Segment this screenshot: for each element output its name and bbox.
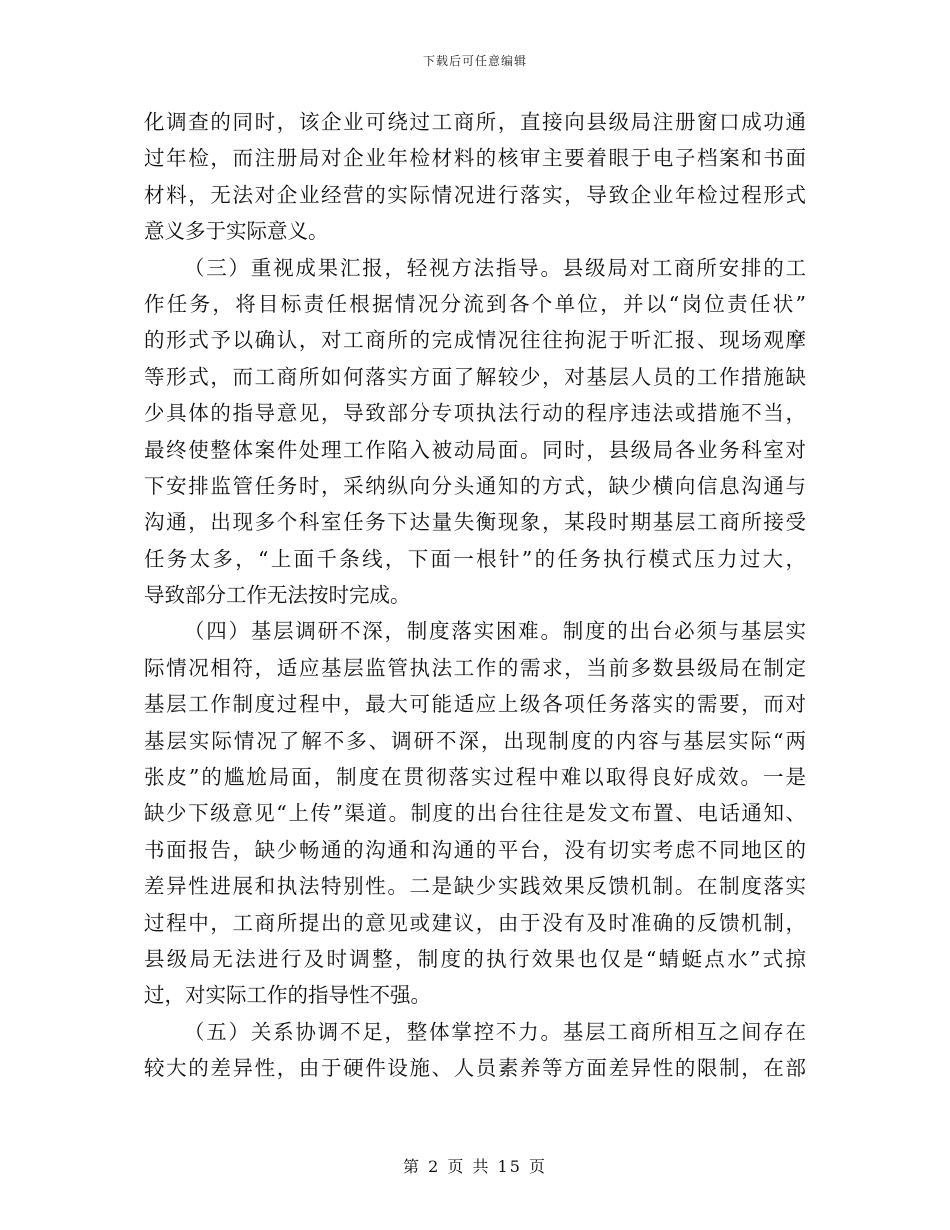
paragraph-line: （五）关系协调不足，整体掌控不力。基层工商所相互之间存在 <box>184 1019 806 1044</box>
document-body <box>144 104 806 1087</box>
paragraph-line: 意义多于实际意义。 <box>144 219 329 244</box>
paragraph-line: 县级局无法进行及时调整，制度的执行效果也仅是“蜻蜓点水”式掠 <box>144 946 806 971</box>
paragraph-line: 最终使整体案件处理工作陷入被动局面。同时，县级局各业务科室对 <box>144 437 806 462</box>
paragraph-line: 作任务，将目标责任根据情况分流到各个单位，并以“岗位责任状” <box>144 291 806 316</box>
paragraph-line: 缺少下级意见“上传”渠道。制度的出台往往是发文布置、电话通知、 <box>144 801 806 826</box>
paragraph-line: （三）重视成果汇报，轻视方法指导。县级局对工商所安排的工 <box>184 255 806 280</box>
paragraph-line: 导致部分工作无法按时完成。 <box>144 583 411 608</box>
paragraph-line: 过年检，而注册局对企业年检材料的核审主要着眼于电子档案和书面 <box>144 146 806 171</box>
paragraph-line: 过，对实际工作的指导性不强。 <box>144 983 431 1008</box>
paragraph-line: 材料，无法对企业经营的实际情况进行落实，导致企业年检过程形式 <box>144 182 806 207</box>
paragraph-line: 较大的差异性，由于硬件设施、人员素养等方面差异性的限制，在部 <box>144 1056 806 1081</box>
paragraph-line: （四）基层调研不深，制度落实困难。制度的出台必须与基层实 <box>184 619 806 644</box>
page-footer: 第 2 页 共 15 页 <box>403 1157 547 1176</box>
paragraph-line: 任务太多，“上面千条线，下面一根针”的任务执行模式压力过大， <box>144 546 806 571</box>
paragraph-line: 过程中，工商所提出的意见或建议，由于没有及时准确的反馈机制， <box>144 910 806 935</box>
page-header: 下载后可任意编辑 <box>422 54 527 68</box>
paragraph-line: 沟通，出现多个科室任务下达量失衡现象，某段时期基层工商所接受 <box>144 510 806 535</box>
paragraph-line: 张皮”的尴尬局面，制度在贯彻落实过程中难以取得良好成效。一是 <box>144 765 806 790</box>
paragraph-line: 等形式，而工商所如何落实方面了解较少，对基层人员的工作措施缺 <box>144 364 806 389</box>
paragraph-line: 下安排监管任务时，采纳纵向分头通知的方式，缺少横向信息沟通与 <box>144 473 806 498</box>
paragraph-line: 的形式予以确认，对工商所的完成情况往往拘泥于听汇报、现场观摩 <box>144 328 806 353</box>
paragraph-line: 际情况相符，适应基层监管执法工作的需求，当前多数县级局在制定 <box>144 655 806 680</box>
paragraph-line: 少具体的指导意见，导致部分专项执法行动的程序违法或措施不当， <box>144 401 806 426</box>
paragraph-line: 基层实际情况了解不多、调研不深，出现制度的内容与基层实际“两 <box>144 728 806 753</box>
paragraph-line: 书面报告，缺少畅通的沟通和沟通的平台，没有切实考虑不同地区的 <box>144 837 806 862</box>
paragraph-line: 化调查的同时，该企业可绕过工商所，直接向县级局注册窗口成功通 <box>144 110 806 134</box>
paragraph-line: 基层工作制度过程中，最大可能适应上级各项任务落实的需要，而对 <box>144 692 806 717</box>
paragraph-line: 差异性进展和执法特别性。二是缺少实践效果反馈机制。在制度落实 <box>144 874 806 899</box>
